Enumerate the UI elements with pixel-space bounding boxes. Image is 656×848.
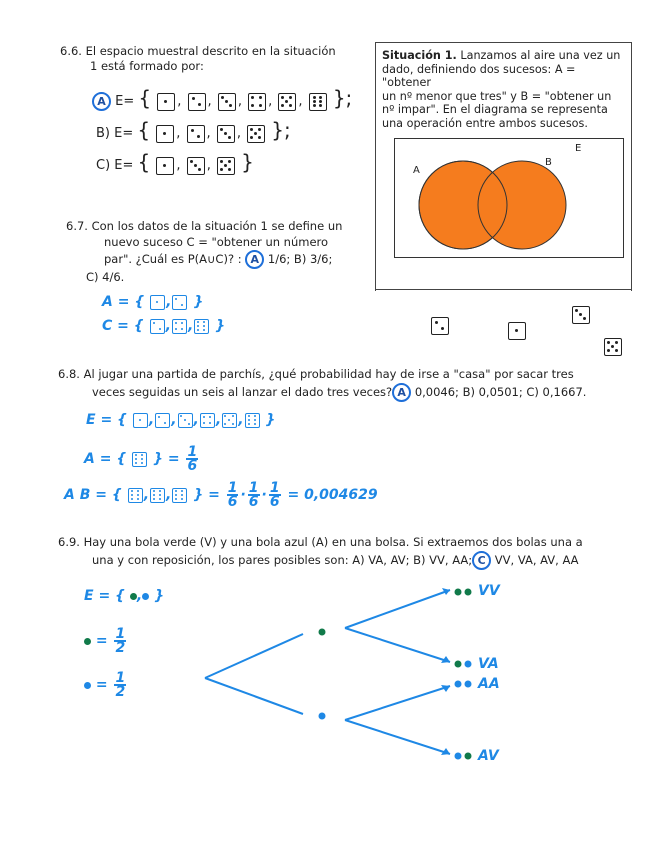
outcome-av: AV	[478, 748, 499, 764]
tree-branch-blue-green	[345, 686, 450, 720]
q67-line2: nuevo suceso C = "obtener un número	[104, 235, 329, 249]
q67-line1: Con los datos de la situación 1 se define un	[91, 219, 343, 233]
comma: ,	[176, 126, 181, 141]
comma: ,	[136, 588, 143, 604]
q66-c-label: C)	[96, 158, 111, 173]
q68-sample-space: E = { , , , , , }	[86, 412, 276, 428]
q66-e-label: E=	[114, 126, 134, 141]
frac-den: 6	[187, 458, 198, 474]
brace: {	[137, 150, 151, 174]
q67-set-a-label: A = {	[102, 294, 145, 310]
q66-b-label: B)	[96, 126, 110, 141]
q69-line2b: VV, VA, AV, AA	[494, 553, 579, 567]
q66-text-line2: 1 está formado por:	[90, 59, 204, 73]
q67-answer-circle: A	[245, 250, 264, 269]
outcome-vv: VV	[478, 583, 500, 599]
comma: ,	[268, 94, 273, 109]
comma: ,	[176, 158, 181, 173]
situacion-line1: Lanzamos al aire una vez un	[460, 49, 621, 62]
green-ball-icon	[455, 589, 462, 596]
equals: =	[95, 677, 108, 693]
blue-ball-icon	[465, 681, 472, 688]
situacion-line3: un nº menor que tres" y B = "obtener un	[382, 89, 612, 103]
equals: =	[208, 487, 220, 503]
q69-e-label: E = {	[84, 588, 126, 604]
brace: }	[241, 150, 254, 174]
q68-a-label: A = {	[84, 451, 127, 467]
q68-event-ab: A B = { , , } = $\frac{1}{6}$ · $\frac{1}{6}$ · $\frac{1}{6}$ = 0,004629	[64, 480, 378, 510]
venn-label-a: A	[413, 165, 420, 176]
q69-line1: Hay una bola verde (V) y una bola azul (A) en una bolsa. Si extraemos dos bolas una a	[83, 535, 583, 549]
blue-ball-icon	[455, 681, 462, 688]
q68-ab-label: A B = {	[64, 487, 122, 503]
green-ball-icon	[465, 753, 472, 760]
q68-number: 6.8.	[58, 367, 80, 381]
comma: ,	[207, 94, 212, 109]
q67-number: 6.7.	[66, 219, 88, 233]
comma: ,	[177, 94, 182, 109]
frac-den: 2	[115, 684, 126, 700]
frac-num: 1	[115, 626, 126, 642]
venn-label-b: B	[545, 157, 552, 168]
situacion-line4: nº impar". En el diagrama se representa	[382, 103, 608, 116]
q68-line1: Al jugar una partida de parchís, ¿qué probabilidad hay de irse a "casa" por sacar tres	[83, 367, 574, 381]
q69-line2a: una y con reposición, los pares posibles son: A) VA, AV; B) VV, AA;	[92, 553, 473, 567]
q67-line3a: par". ¿Cuál es P(A∪C)? :	[104, 252, 242, 266]
comma: ,	[206, 126, 211, 141]
q68-e-label: E = {	[86, 412, 128, 428]
q66-text-line1: El espacio muestral descrito en la situación	[85, 44, 336, 58]
times-dot: ·	[261, 487, 267, 503]
q69-answer-circle: C	[472, 551, 491, 570]
tree-branch-blue-blue	[345, 720, 450, 754]
blue-ball-icon	[455, 753, 462, 760]
frac-den: 6	[227, 494, 238, 510]
q69-number: 6.9.	[58, 535, 80, 549]
venn-label-e: E	[575, 143, 582, 154]
tree-branch-root-green	[205, 634, 303, 678]
situacion-title: Situación 1.	[382, 49, 457, 62]
q66-e-label: E=	[115, 94, 135, 109]
comma: ,	[237, 94, 242, 109]
outcome-va: VA	[478, 656, 499, 672]
q68-result: = 0,004629	[287, 487, 378, 503]
frac-den: 6	[269, 494, 280, 510]
q67-answer-a: A = { , }	[102, 294, 204, 310]
brace: };	[271, 118, 291, 142]
green-ball-icon	[465, 589, 472, 596]
blue-ball-icon	[465, 661, 472, 668]
comma: ,	[236, 126, 241, 141]
brace: }	[215, 318, 226, 334]
brace: }	[154, 588, 165, 604]
frac-den: 6	[248, 494, 259, 510]
frac-den: 2	[115, 640, 126, 656]
situacion-line5: una operación entre ambos sucesos.	[382, 116, 588, 130]
comma: ,	[206, 158, 211, 173]
q66-e-label: E=	[114, 158, 134, 173]
outcome-aa: AA	[478, 676, 500, 692]
equals: =	[95, 633, 108, 649]
tree-branch-green-blue	[345, 628, 450, 662]
brace: {	[137, 118, 151, 142]
q67-line3b: 1/6; B) 3/6;	[267, 252, 333, 266]
brace: }	[193, 487, 204, 503]
frac-num: 1	[269, 480, 280, 496]
q66-number: 6.6.	[60, 44, 82, 58]
q68-line2a: veces seguidas un seis al lanzar el dado tres veces?	[92, 385, 393, 399]
brace: };	[332, 86, 353, 110]
tree-branch-green-green	[345, 590, 450, 628]
brace: }	[153, 451, 163, 467]
q68-answer-circle: A	[392, 383, 411, 402]
frac-num: 1	[248, 480, 259, 496]
frac-num: 1	[227, 480, 238, 496]
blue-ball-icon	[319, 713, 326, 720]
situacion-line2: dado, definiendo dos sucesos: A = "obtener	[382, 62, 576, 89]
q67-line4: C) 4/6.	[86, 270, 125, 284]
q68-line2b: 0,0046; B) 0,0501; C) 0,1667.	[414, 385, 587, 399]
frac-num: 1	[187, 444, 198, 460]
times-dot: ·	[240, 487, 246, 503]
frac-num: 1	[115, 670, 126, 686]
brace: }	[193, 294, 204, 310]
equals: =	[167, 451, 180, 467]
brace: {	[138, 86, 152, 110]
q67-answer-c: C = { , , }	[102, 318, 226, 334]
comma: ,	[298, 94, 303, 109]
green-ball-icon	[455, 661, 462, 668]
q67-set-c-label: C = {	[102, 318, 144, 334]
tree-branch-root-blue	[205, 678, 303, 714]
q66-answer-circle: A	[92, 92, 111, 111]
green-ball-icon	[319, 629, 326, 636]
brace: }	[265, 412, 276, 428]
